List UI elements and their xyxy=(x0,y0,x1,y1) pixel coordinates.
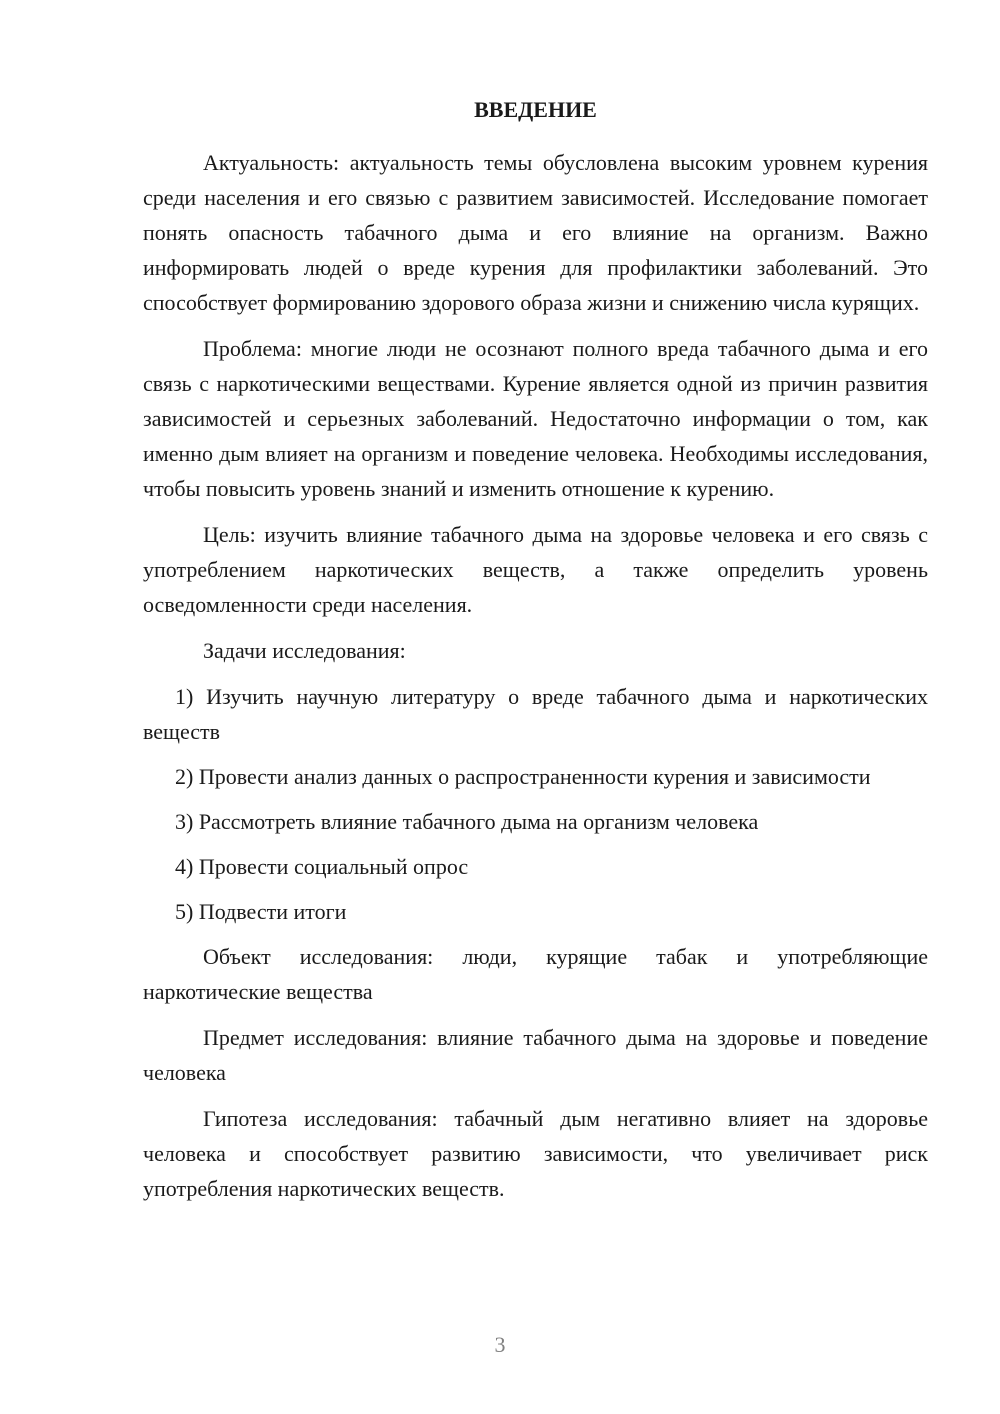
list-item: 3) Рассмотреть влияние табачного дыма на организм человека xyxy=(175,809,759,834)
paragraph-hypothesis: Гипотеза исследования: табачный дым негативно влияет на здоровье человека и способствует развитию зависимости, что увеличивает риск употребления наркотических веществ. xyxy=(143,1106,928,1201)
paragraph-relevance: Актуальность: актуальность темы обусловлена высоким уровнем курения среди населения и его связью с развитием зависимостей. Исследование помогает понять опасность табачного дыма и его влияние на организм. Важно информировать людей о вреде курения для профилактики заболеваний. Это способствует формированию здорового образа жизни и снижению числа курящих. xyxy=(143,150,928,315)
paragraph-tasks-heading: Задачи исследования: xyxy=(203,638,406,663)
section-heading: ВВЕДЕНИЕ xyxy=(474,97,597,122)
page-number: 3 xyxy=(494,1332,506,1357)
paragraph-goal: Цель: изучить влияние табачного дыма на здоровье человека и его связь с употреблением наркотических веществ, а также определить уровень осведомленности среди населения. xyxy=(143,522,928,617)
tasks-list xyxy=(143,679,928,929)
document-page xyxy=(143,92,928,1217)
list-item: 4) Провести социальный опрос xyxy=(175,854,469,879)
paragraph-problem: Проблема: многие люди не осознают полного вреда табачного дыма и его связь с наркотическими веществами. Курение является одной из причин развития зависимостей и серьезных заболеваний. Недостаточно информации о том, как именно дым влияет на организм и поведение человека. Необходимы исследования, чтобы повысить уровень знаний и изменить отношение к курению. xyxy=(143,336,928,501)
list-item: 2) Провести анализ данных о распространенности курения и зависимости xyxy=(175,764,871,789)
paragraph-subject: Предмет исследования: влияние табачного дыма на здоровье и поведение человека xyxy=(143,1025,928,1085)
paragraph-object: Объект исследования: люди, курящие табак и употребляющие наркотические вещества xyxy=(143,944,928,1004)
list-item: 5) Подвести итоги xyxy=(175,899,347,924)
list-item: 1) Изучить научную литературу о вреде табачного дыма и наркотических веществ xyxy=(143,684,928,744)
